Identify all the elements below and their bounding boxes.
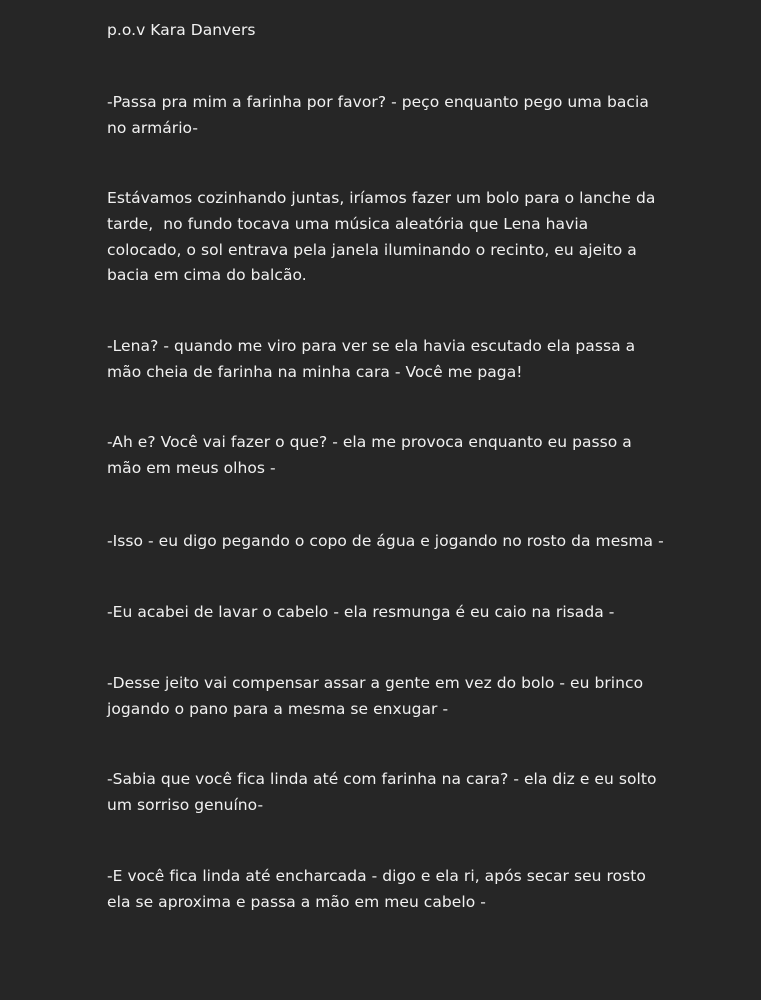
document-heading: [107, 18, 667, 44]
text-line: ela se aproxima e passa a mão em meu cabelo -: [107, 892, 486, 911]
text-line: tarde, no fundo tocava uma música aleatória que Lena havia: [107, 214, 589, 233]
text-line: jogando o pano para a mesma se enxugar -: [107, 699, 449, 718]
text-line: Estávamos cozinhando juntas, iríamos fazer um bolo para o lanche da: [107, 189, 656, 207]
paragraph-4: [107, 430, 667, 482]
text-line: -Ah e? Você vai fazer o que? - ela me provoca enquanto eu passo a: [107, 433, 632, 451]
paragraph-3: [107, 334, 667, 386]
paragraph-6: [107, 600, 667, 626]
text-line: bacia em cima do balcão.: [107, 266, 307, 285]
text-line: um sorriso genuíno-: [107, 795, 264, 814]
paragraph-5: [107, 529, 667, 555]
paragraph-2: [107, 186, 667, 289]
paragraph-7: [107, 671, 667, 723]
text-line: -Eu acabei de lavar o cabelo - ela resmunga é eu caio na risada -: [107, 603, 615, 621]
text-line: -Passa pra mim a farinha por favor? - peço enquanto pego uma bacia: [107, 93, 649, 111]
text-line: -Sabia que você fica linda até com farinha na cara? - ela diz e eu solto: [107, 770, 657, 788]
text-line: mão cheia de farinha na minha cara - Você me paga!: [107, 362, 523, 381]
text-line: mão em meus olhos -: [107, 458, 276, 477]
text-line: -Isso - eu digo pegando o copo de água e jogando no rosto da mesma -: [107, 532, 664, 550]
text-line: no armário-: [107, 118, 199, 137]
text-line: -Lena? - quando me viro para ver se ela havia escutado ela passa a: [107, 337, 636, 355]
paragraph-9: [107, 864, 667, 916]
paragraph-8: [107, 767, 667, 819]
text-line: colocado, o sol entrava pela janela iluminando o recinto, eu ajeito a: [107, 240, 637, 259]
text-line: p.o.v Kara Danvers: [107, 21, 256, 39]
text-line: -Desse jeito vai compensar assar a gente em vez do bolo - eu brinco: [107, 674, 644, 692]
text-line: -E você fica linda até encharcada - digo e ela ri, após secar seu rosto: [107, 867, 646, 885]
paragraph-1: [107, 90, 667, 142]
